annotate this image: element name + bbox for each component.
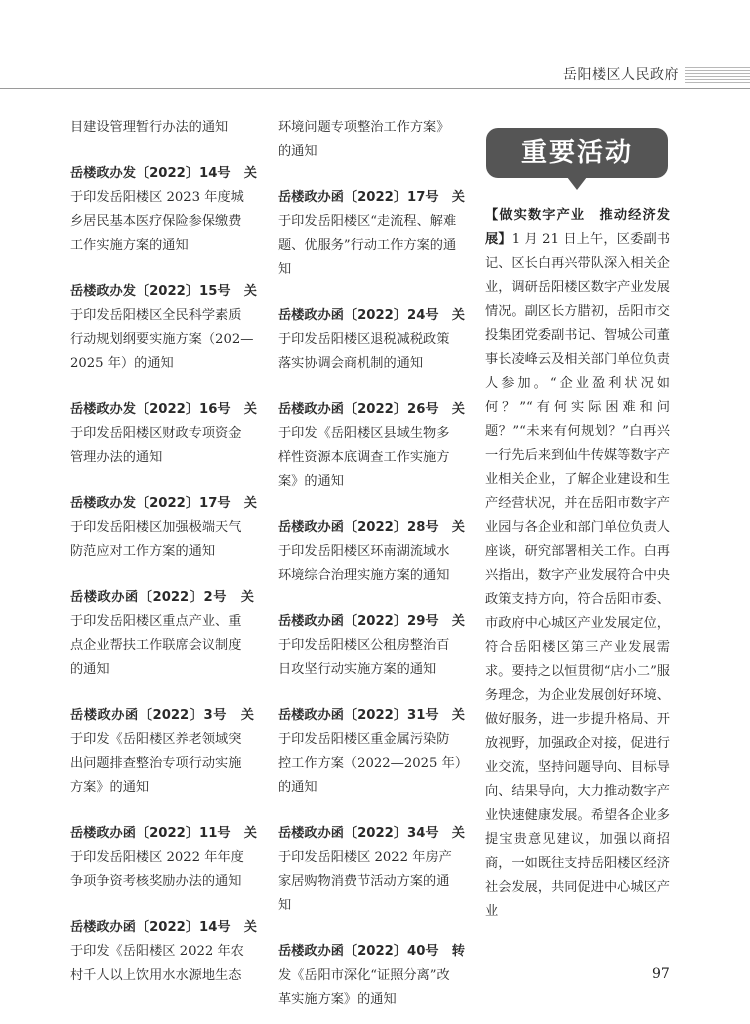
document-number: 岳楼政办函〔2022〕11号 关 <box>70 826 257 841</box>
document-title: 于印发岳阳楼区退税减税政策落实协调会商机制的通知 <box>278 332 450 371</box>
article-headline: 【做实数字产业 推动经济发展】 <box>485 208 670 247</box>
document-number: 岳楼政办函〔2022〕29号 关 <box>278 614 465 629</box>
document-number: 岳楼政办函〔2022〕34号 关 <box>278 826 465 841</box>
page-number: 97 <box>652 966 670 982</box>
document-entry <box>278 186 465 282</box>
document-title: 于印发《岳阳楼区养老领域突出问题排查整治专项行动实施方案》的通知 <box>70 732 242 795</box>
badge-pointer <box>567 177 587 190</box>
document-title: 于印发岳阳楼区 2022 年房产家居购物消费节活动方案的通知 <box>278 850 452 913</box>
document-entry <box>278 704 465 800</box>
document-number: 岳楼政办函〔2022〕31号 关 <box>278 708 465 723</box>
running-header-title: 岳阳楼区人民政府 <box>563 67 679 83</box>
document-entry <box>70 704 254 800</box>
document-entry <box>70 916 257 988</box>
document-entry <box>70 162 257 258</box>
document-entry <box>278 822 465 918</box>
document-title: 于印发岳阳楼区“走流程、解难题、优服务”行动工作方案的通知 <box>278 214 457 277</box>
document-number: 岳楼政办发〔2022〕14号 关 <box>70 166 257 181</box>
document-number: 岳楼政办发〔2022〕15号 关 <box>70 284 257 299</box>
document-number: 岳楼政办函〔2022〕2号 关 <box>70 590 254 605</box>
header-decoration-lines <box>685 67 750 83</box>
document-entry <box>70 280 257 376</box>
continued-entry-text: 环境问题专项整治工作方案》的通知 <box>278 120 450 159</box>
section-badge: 重要活动 <box>486 128 668 178</box>
document-title: 发《岳阳市深化“证照分离”改革实施方案》的通知 <box>278 968 450 1007</box>
document-title: 于印发岳阳楼区公租房整治百日攻坚行动实施方案的通知 <box>278 638 450 677</box>
document-entry <box>70 822 257 894</box>
document-entry <box>70 398 257 470</box>
document-entry <box>278 304 465 376</box>
document-entry <box>278 398 465 494</box>
document-title: 于印发岳阳楼区财政专项资金管理办法的通知 <box>70 426 242 465</box>
document-entry <box>278 940 465 1012</box>
document-list-column-1 <box>70 116 257 988</box>
document-list-column-2 <box>278 116 465 1012</box>
document-title: 于印发岳阳楼区重金属污染防控工作方案（2022—2025 年）的通知 <box>278 732 462 795</box>
article-body: 1 月 21 日上午，区委副书记、区长白再兴带队深入相关企业，调研岳阳楼区数字产业发展情况。副区长方腊初，岳阳市交投集团党委副书记、智城公司董事长凌峰云及相关部门单位负责人参加。“企业盈利状况如何？”“有何实际困难和问题？”“未来有何规划？”白再兴一行先后来到仙牛传媒等数字产业相关企业，了解企业建设和生产经营状况，并在岳阳市数字产业园与各企业和部门单位负责人座谈，研究部署相关工作。白再兴指出，数字产业发展符合中央政策支持方向，符合岳阳市委、市政府中心城区产业发展定位，符合岳阳楼区第三产业发展需求。要持之以恒贯彻“店小二”服务理念，为企业发展创好环境、做好服务，进一步提升格局、开放视野，加强政企对接，促进行业交流，坚持问题导向、目标导向、结果导向，大力推动数字产业快速健康发展。希望各企业多提宝贵意见建议，加强以商招商，一如既往支持岳阳楼区经济社会发展，共同促进中心城区产业 <box>485 232 671 919</box>
document-number: 岳楼政办发〔2022〕17号 关 <box>70 496 257 511</box>
document-number: 岳楼政办函〔2022〕3号 关 <box>70 708 254 723</box>
document-title: 于印发岳阳楼区重点产业、重点企业帮扶工作联席会议制度的通知 <box>70 614 242 677</box>
document-number: 岳楼政办函〔2022〕14号 关 <box>70 920 257 935</box>
header-rule <box>0 88 750 89</box>
document-title: 于印发岳阳楼区 2022 年年度争项争资考核奖励办法的通知 <box>70 850 244 889</box>
document-entry <box>70 492 257 564</box>
document-number: 岳楼政办函〔2022〕17号 关 <box>278 190 465 205</box>
activity-article <box>485 204 670 924</box>
document-number: 岳楼政办函〔2022〕40号 转 <box>278 944 465 959</box>
document-title: 于印发《岳阳楼区县域生物多样性资源本底调查工作实施方案》的通知 <box>278 426 450 489</box>
document-entry <box>278 516 465 588</box>
document-number: 岳楼政办函〔2022〕28号 关 <box>278 520 465 535</box>
document-title: 于印发岳阳楼区加强极端天气防范应对工作方案的通知 <box>70 520 242 559</box>
document-number: 岳楼政办发〔2022〕16号 关 <box>70 402 257 417</box>
continued-entry-text: 目建设管理暂行办法的通知 <box>70 120 229 135</box>
document-title: 于印发《岳阳楼区 2022 年农村千人以上饮用水水源地生态 <box>70 944 244 983</box>
document-number: 岳楼政办函〔2022〕24号 关 <box>278 308 465 323</box>
document-number: 岳楼政办函〔2022〕26号 关 <box>278 402 465 417</box>
document-title: 于印发岳阳楼区 2023 年度城乡居民基本医疗保险参保缴费工作实施方案的通知 <box>70 190 244 253</box>
document-title: 于印发岳阳楼区环南湖流域水环境综合治理实施方案的通知 <box>278 544 450 583</box>
document-title: 于印发岳阳楼区全民科学素质行动规划纲要实施方案（202—2025 年）的通知 <box>70 308 254 371</box>
document-entry <box>278 610 465 682</box>
document-entry <box>70 586 254 682</box>
